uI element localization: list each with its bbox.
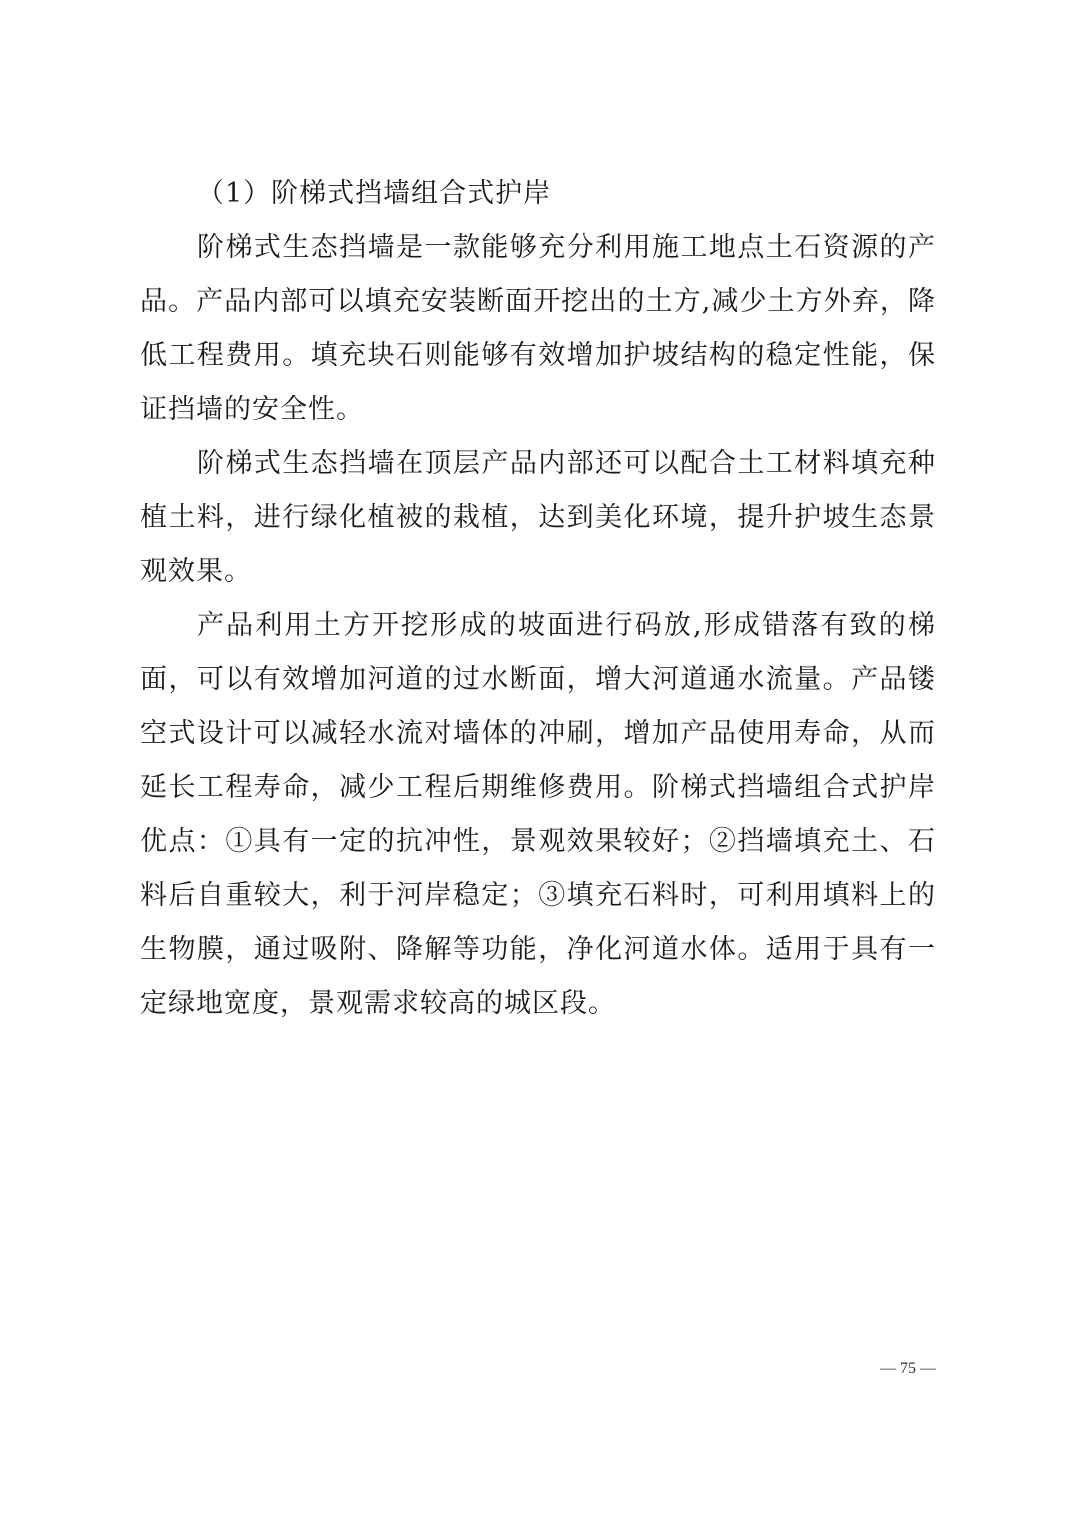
paragraph: 阶梯式生态挡墙在顶层产品内部还可以配合土工材料填充种植土料，进行绿化植被的栽植，达到美化环境，提升护坡生态景观效果。 (140, 448, 936, 587)
body-text (140, 167, 936, 1031)
section-heading: （1）阶梯式挡墙组合式护岸 (197, 178, 552, 209)
paragraph: 阶梯式生态挡墙是一款能够充分利用施工地点土石资源的产品。产品内部可以填充安装断面开挖出的土方,减少土方外弃，降低工程费用。填充块石则能够有效增加护坡结构的稳定性能，保证挡墙的安全性。 (140, 232, 936, 425)
paragraph: 产品利用土方开挖形成的坡面进行码放,形成错落有致的梯面，可以有效增加河道的过水断面，增大河道通水流量。产品镂空式设计可以减轻水流对墙体的冲刷，增加产品使用寿命，从而延长工程寿命，减少工程后期维修费用。阶梯式挡墙组合式护岸优点：①具有一定的抗冲性，景观效果较好；②挡墙填充土、石料后自重较大，利于河岸稳定；③填充石料时，可利用填料上的生物膜，通过吸附、降解等功能，净化河道水体。适用于具有一定绿地宽度，景观需求较高的城区段。 (140, 610, 936, 1019)
page-number: — 75 — (880, 1360, 936, 1377)
